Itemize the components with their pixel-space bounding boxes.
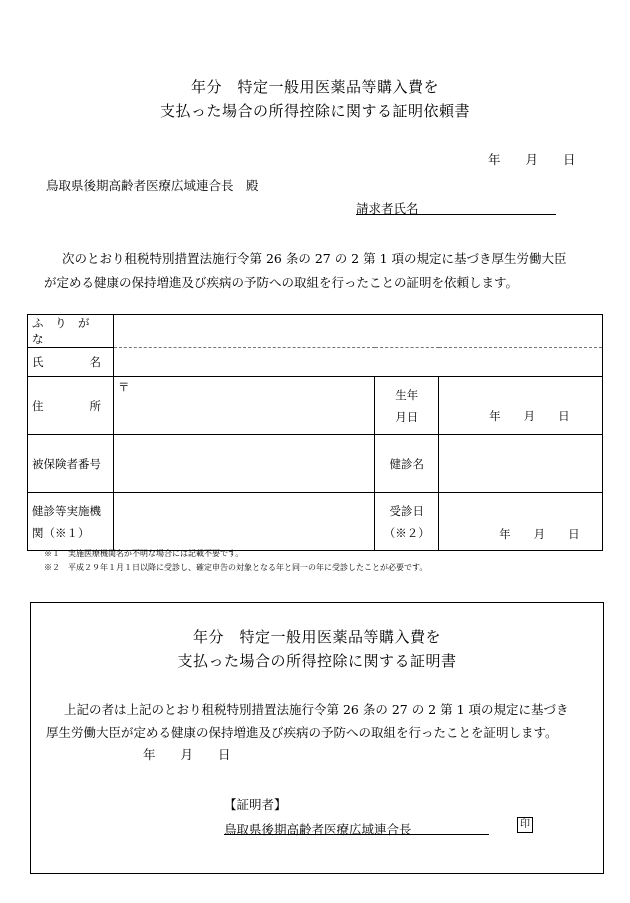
insured-number-label: 被保険者番号 (28, 435, 114, 493)
institution-field[interactable] (113, 493, 374, 551)
institution-label (28, 493, 114, 551)
birth-label (375, 377, 439, 435)
checkup-name-field[interactable] (439, 435, 603, 493)
address-row (28, 377, 603, 435)
certificate-title-line2: 支払った場合の所得控除に関する証明書 (177, 652, 457, 670)
name-label: 氏 名 (28, 348, 114, 377)
request-paragraph-line1: 次のとおり租税特別措置法施行令第 26 条の 27 の 2 第 1 項の規定に基づき厚生労働大臣 (62, 251, 567, 266)
institution-label-1: 健診等実施機 (32, 503, 101, 518)
checkup-name-label: 健診名 (375, 435, 439, 493)
exam-date-value: 年 月 日 (499, 527, 580, 541)
certificate-date: 年 月 日 (143, 747, 231, 762)
furigana-field[interactable] (113, 315, 602, 348)
certificate-paragraph-line1: 上記の者は上記のとおり租税特別措置法施行令第 26 条の 27 の 2 第 1 項の規定に基づき (64, 702, 569, 717)
name-field[interactable] (113, 348, 602, 377)
note-2: ※２ 平成２９年１月１日以降に受診し、確定申告の対象となる年と同一の年に受診したことが必要です。 (44, 563, 428, 572)
addressee: 鳥取県後期高齢者医療広域連合長 殿 (46, 178, 259, 193)
request-title-line1: 年分 特定一般用医薬品等購入費を (190, 78, 439, 96)
requester-name-line (356, 214, 556, 215)
note-1: ※１ 実施医療機関名が不明な場合には記載不要です。 (44, 549, 244, 558)
furigana-label: ふ り が な (28, 315, 114, 348)
certifier-name: 鳥取県後期高齢者医療広域連合長 (224, 822, 412, 837)
address-field[interactable] (113, 377, 374, 435)
exam-date-label-1: 受診日 (389, 503, 424, 518)
institution-label-2: 関（※１） (32, 525, 90, 540)
request-paragraph-line2: が定める健康の保持増進及び疾病の予防への取組を行ったことの証明を依頼します。 (44, 275, 519, 290)
exam-date-field[interactable] (439, 493, 603, 551)
insured-row (28, 435, 603, 493)
certificate-title-line1: 年分 特定一般用医薬品等購入費を (192, 628, 441, 646)
request-form-table (27, 314, 603, 551)
requester-name-label: 請求者氏名 (356, 201, 419, 216)
insured-number-field[interactable] (113, 435, 374, 493)
seal-stamp-box: 印 (517, 817, 533, 833)
name-row (28, 348, 603, 377)
birth-date-value: 年 月 日 (489, 409, 570, 423)
address-label: 住 所 (28, 377, 114, 435)
postal-mark: 〒 (117, 380, 130, 394)
birth-label-2: 月日 (395, 409, 419, 424)
exam-date-label (375, 493, 439, 551)
institution-row (28, 493, 603, 551)
exam-date-label-2: （※２） (383, 525, 430, 540)
certificate-paragraph-line2: 厚生労働大臣が定める健康の保持増進及び疾病の予防への取組を行ったことを証明します。 (46, 725, 558, 740)
furigana-row (28, 315, 603, 348)
request-date: 年 月 日 (488, 152, 576, 167)
request-title-line2: 支払った場合の所得控除に関する証明依頼書 (159, 102, 470, 120)
birth-date-field[interactable] (439, 377, 603, 435)
certifier-heading: 【証明者】 (224, 797, 287, 812)
birth-label-1: 生年 (395, 387, 419, 402)
certifier-name-line (224, 834, 489, 835)
